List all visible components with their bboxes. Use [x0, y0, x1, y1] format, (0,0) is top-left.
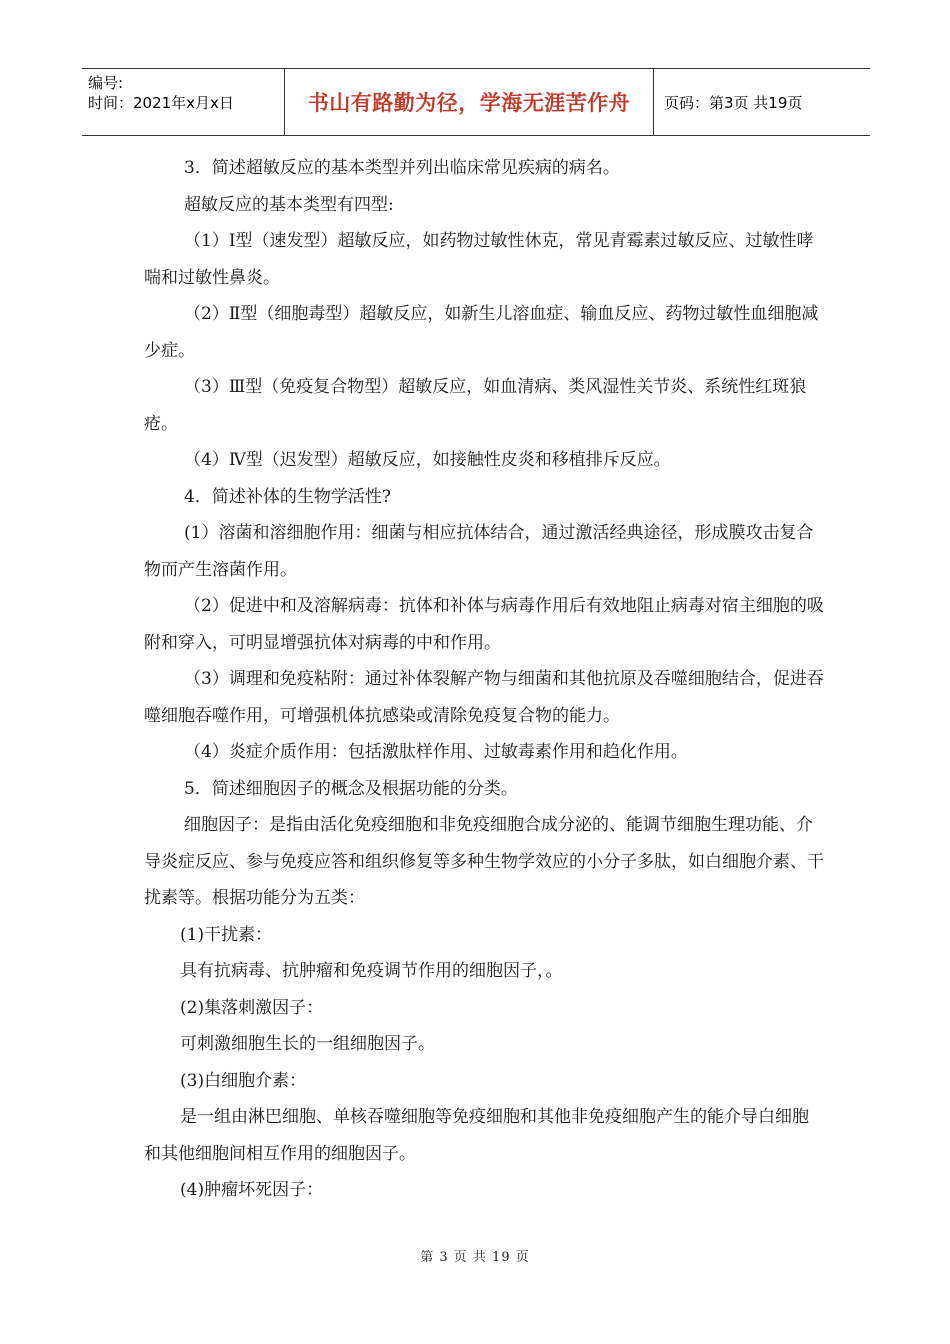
- subheading: (2)集落刺激因子：: [180, 997, 324, 1018]
- paragraph: 可刺激细胞生长的一组细胞因子。: [180, 1034, 435, 1054]
- question-3-heading: 3．简述超敏反应的基本类型并列出临床常见疾病的病名。: [184, 158, 620, 178]
- page-header: [82, 68, 870, 136]
- document-number-label: 编号:: [88, 74, 124, 92]
- paragraph: 超敏反应的基本类型有四型:: [184, 194, 394, 215]
- subheading: (3)白细胞介素：: [180, 1070, 307, 1091]
- list-item: (1）溶菌和溶细胞作用：细菌与相应抗体结合，通过激活经典途径，形成膜攻击复合物而产生溶菌作用。: [144, 523, 814, 580]
- page-footer: 第 3 页 共 19 页: [420, 1250, 530, 1265]
- list-item: （4）炎症介质作用：包括激肽样作用、过敏毒素作用和趋化作用。: [184, 742, 688, 762]
- list-item: （3）调理和免疫粘附：通过补体裂解产物与细菌和其他抗原及吞噬细胞结合，促进吞噬细胞吞噬作用，可增强机体抗感染或清除免疫复合物的能力。: [144, 669, 824, 726]
- subheading: (1)干扰素：: [180, 924, 273, 945]
- subheading: (4)肿瘤坏死因子：: [180, 1180, 324, 1200]
- paragraph: 细胞因子：是指由活化免疫细胞和非免疫细胞合成分泌的、能调节细胞生理功能、介导炎症反应、参与免疫应答和组织修复等多种生物学效应的小分子多肽，如白细胞介素、干扰素等。根据功能分为五类：: [144, 815, 824, 908]
- list-item: （2）促进中和及溶解病毒：抗体和补体与病毒作用后有效地阻止病毒对宿主细胞的吸附和穿入，可明显增强抗体对病毒的中和作用。: [144, 596, 824, 653]
- paragraph: 具有抗病毒、抗肿瘤和免疫调节作用的细胞因子，。: [180, 961, 563, 981]
- header-motto: 书山有路勤为径，学海无涯苦作舟: [284, 69, 654, 135]
- list-item: （1）Ⅰ型（速发型）超敏反应，如药物过敏性休克，常见青霉素过敏反应、过敏性哮喘和过敏性鼻炎。: [144, 231, 814, 288]
- question-4-heading: 4．简述补体的生物学活性?: [184, 486, 391, 507]
- paragraph: 是一组由淋巴细胞、单核吞噬细胞等免疫细胞和其他非免疫细胞产生的能介导白细胞和其他细胞间相互作用的细胞因子。: [144, 1107, 809, 1164]
- list-item: （4）Ⅳ型（迟发型）超敏反应，如接触性皮炎和移植排斥反应。: [184, 450, 671, 470]
- list-item: （3）Ⅲ型（免疫复合物型）超敏反应，如血清病、类风湿性关节炎、系统性红斑狼疮。: [144, 377, 807, 434]
- list-item: （2）Ⅱ型（细胞毒型）超敏反应，如新生儿溶血症、输血反应、药物过敏性血细胞减少症。: [144, 304, 819, 361]
- question-5-heading: 5．简述细胞因子的概念及根据功能的分类。: [184, 778, 518, 799]
- header-meta: [82, 69, 284, 135]
- document-date: 时间：2021年x月x日: [88, 94, 234, 112]
- header-page-info: 页码：第3页 共19页: [664, 93, 803, 112]
- document-body: [144, 150, 824, 1209]
